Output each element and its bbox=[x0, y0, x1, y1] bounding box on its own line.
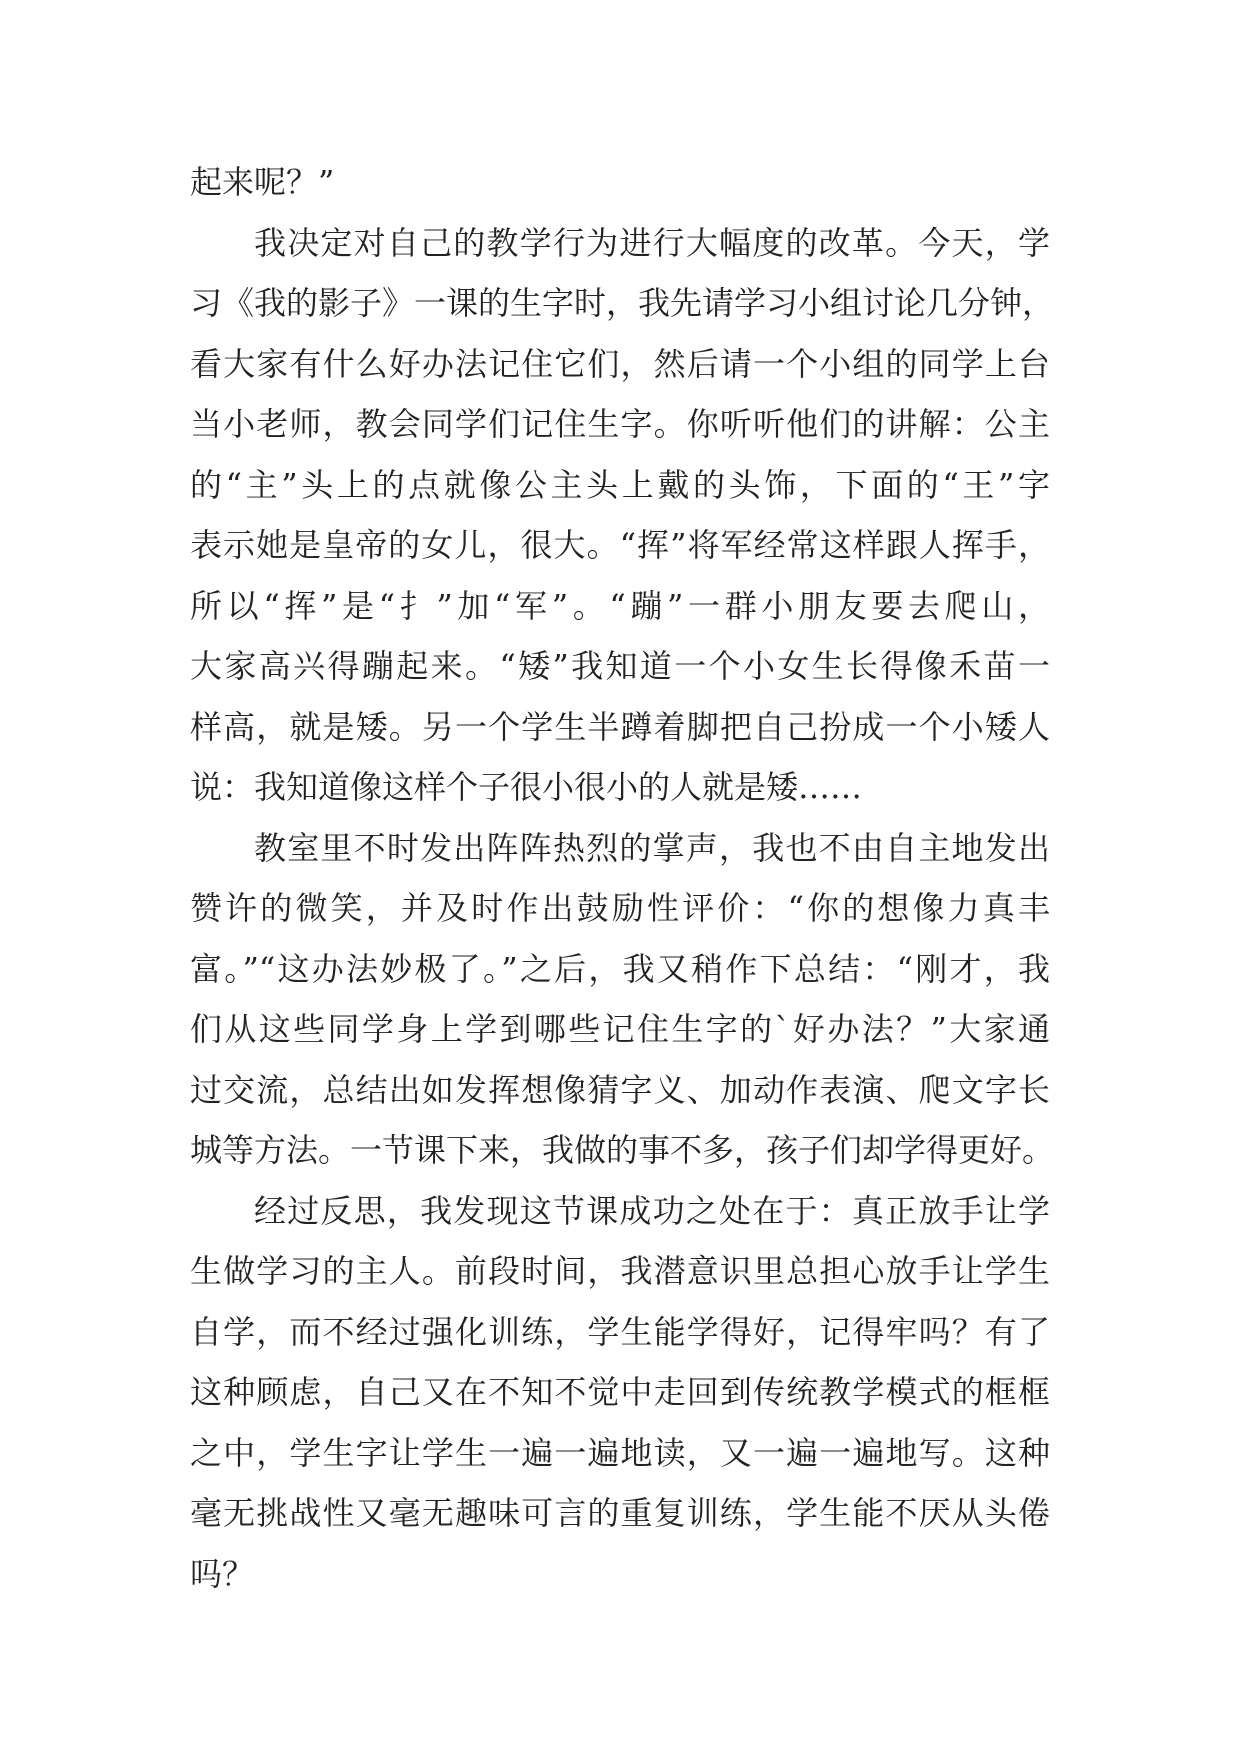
text-line-16: 过交流，总结出如发挥想像猜字义、加动作表演、爬文字长 bbox=[190, 1070, 1050, 1109]
text-line-23: 毫无挑战性又毫无趣味可言的重复训练，学生能不厌从头倦 bbox=[190, 1494, 1050, 1532]
text-line-7: 表示她是皇帝的女儿，很大。“挥”将军经常这样跟人挥手， bbox=[190, 526, 1050, 564]
text-line-17: 城等方法。一节课下来，我做的事不多，孩子们却学得更好。 bbox=[190, 1131, 1055, 1169]
text-line-24: 吗？ bbox=[190, 1554, 255, 1593]
text-line-19: 生做学习的主人。前段时间，我潜意识里总担心放手让学生 bbox=[190, 1252, 1050, 1290]
text-line-12: 教室里不时发出阵阵热烈的掌声，我也不由自主地发出 bbox=[254, 828, 1050, 867]
text-line-11: 说：我知道像这样个子很小很小的人就是矮…… bbox=[190, 768, 863, 806]
text-line-10: 样高，就是矮。另一个学生半蹲着脚把自己扮成一个小矮人 bbox=[190, 707, 1050, 746]
text-line-8: 所以“挥”是“扌”加“军”。“蹦”一群小朋友要去爬山， bbox=[190, 586, 1050, 625]
text-line-22: 之中，学生字让学生一遍一遍地读，又一遍一遍地写。这种 bbox=[190, 1433, 1050, 1472]
text-line-18: 经过反思，我发现这节课成功之处在于：真正放手让学 bbox=[254, 1191, 1050, 1230]
text-line-3: 习《我的影子》一课的生字时，我先请学习小组讨论几分钟， bbox=[190, 284, 1055, 322]
text-line-9: 大家高兴得蹦起来。“矮”我知道一个小女生长得像禾苗一 bbox=[190, 647, 1050, 685]
text-line-1: 起来呢？” bbox=[190, 163, 335, 201]
text-line-20: 自学，而不经过强化训练，学生能学得好，记得牢吗？有了 bbox=[190, 1312, 1050, 1351]
text-line-15: 们从这些同学身上学到哪些记住生字的`好办法？”大家通 bbox=[190, 1010, 1050, 1048]
text-line-5: 当小老师，教会同学们记住生字。你听听他们的讲解：公主 bbox=[190, 405, 1050, 443]
text-line-13: 赞许的微笑，并及时作出鼓励性评价：“你的想像力真丰 bbox=[190, 889, 1050, 927]
text-line-4: 看大家有什么好办法记住它们，然后请一个小组的同学上台 bbox=[190, 344, 1050, 383]
text-line-14: 富。”“这办法妙极了。”之后，我又稍作下总结：“刚才，我 bbox=[190, 949, 1050, 988]
document-body bbox=[190, 152, 1055, 1604]
text-line-6: 的“主”头上的点就像公主头上戴的头饰，下面的“王”字 bbox=[190, 465, 1050, 504]
text-line-21: 这种顾虑，自己又在不知不觉中走回到传统教学模式的框框 bbox=[190, 1373, 1050, 1411]
text-line-2: 我决定对自己的教学行为进行大幅度的改革。今天，学 bbox=[254, 223, 1050, 262]
